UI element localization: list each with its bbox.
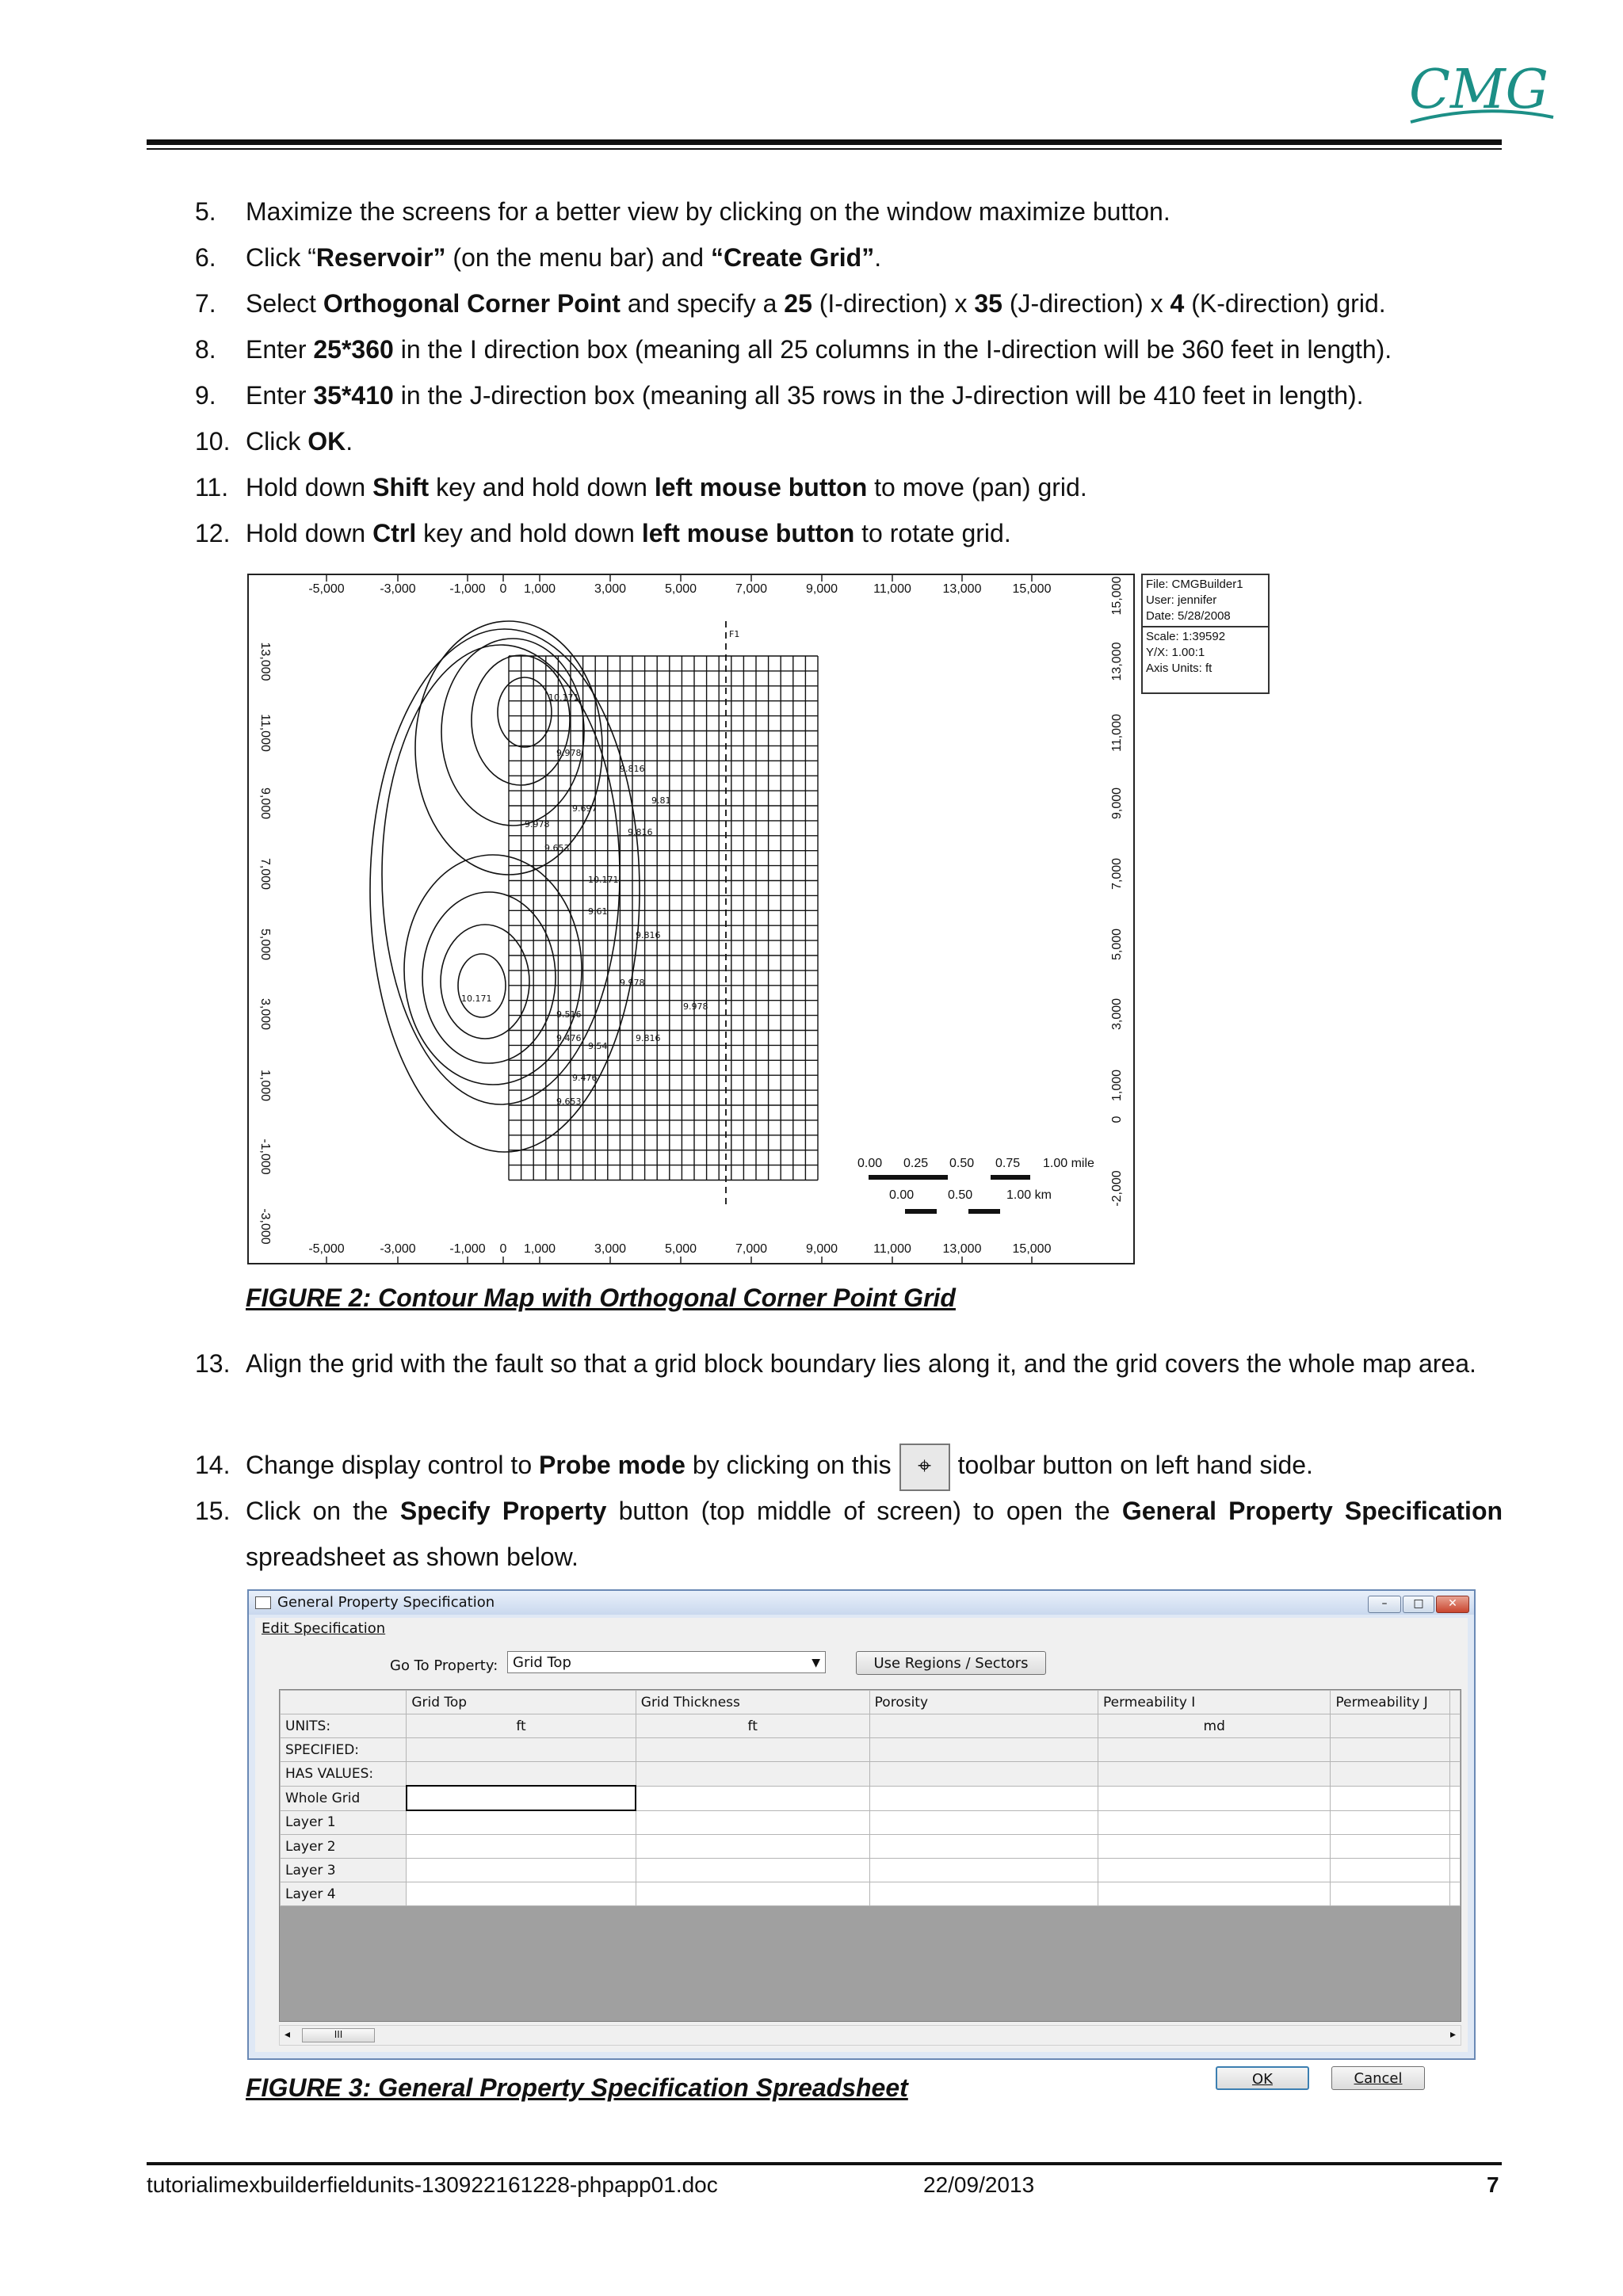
table-cell xyxy=(636,1762,869,1787)
row-header: Whole Grid xyxy=(281,1786,407,1810)
info-yx: Y/X: 1.00:1 xyxy=(1146,646,1205,659)
goto-property-select[interactable] xyxy=(507,1651,826,1673)
step-number: 12. xyxy=(195,519,231,547)
table-row xyxy=(281,1714,1461,1738)
step-text-part: and specify a xyxy=(620,289,785,318)
step-text xyxy=(246,1442,1503,1491)
step-text-part: (K-direction) grid. xyxy=(1184,289,1386,318)
contour-label: 9.476 xyxy=(572,1073,598,1083)
data-cell[interactable] xyxy=(636,1810,869,1835)
footer-page-number: 7 xyxy=(1487,2172,1499,2197)
footer-filename: tutorialimexbuilderfieldunits-130922161228-phpapp01.doc xyxy=(147,2172,718,2197)
info-axis-units: Axis Units: ft xyxy=(1146,662,1212,675)
data-cell[interactable] xyxy=(636,1786,869,1810)
contour-label: 9.978 xyxy=(525,819,550,830)
dialog-title-bar xyxy=(249,1591,1474,1615)
step-text xyxy=(246,326,1503,372)
ok-label: OK xyxy=(1252,2071,1273,2088)
table-cell xyxy=(1098,1762,1331,1787)
unit-cell: md xyxy=(1098,1714,1331,1738)
x-tick-label: 0 xyxy=(499,582,507,596)
data-cell[interactable] xyxy=(636,1835,869,1859)
table-cell xyxy=(869,1762,1098,1787)
step-text-part: Ctrl xyxy=(372,519,417,547)
step-text-part: (J-direction) x xyxy=(1002,289,1170,318)
contour-label: 10.171 xyxy=(461,994,492,1004)
y-tick-label-right: 9,000 xyxy=(1110,787,1124,820)
data-cell[interactable] xyxy=(636,1859,869,1882)
contour-label: 9.653 xyxy=(556,1097,582,1107)
minimize-button[interactable]: – xyxy=(1368,1596,1401,1613)
scroll-thumb[interactable]: III xyxy=(302,2028,375,2042)
data-cell[interactable] xyxy=(1331,1835,1450,1859)
ok-button[interactable] xyxy=(1216,2066,1309,2090)
y-tick-label-right: 5,000 xyxy=(1110,928,1124,961)
y-tick-label-right: 3,000 xyxy=(1110,997,1124,1031)
data-cell[interactable] xyxy=(869,1835,1098,1859)
goto-property-label: Go To Property: xyxy=(390,1657,498,1674)
column-header: Grid Top xyxy=(407,1691,636,1714)
contour-label: 9.697 xyxy=(572,803,598,814)
data-cell[interactable] xyxy=(407,1882,636,1906)
goto-property-value: Grid Top xyxy=(513,1654,571,1671)
step-text-part: 4 xyxy=(1170,289,1185,318)
unit-cell: ft xyxy=(407,1714,636,1738)
table-cell xyxy=(1450,1882,1461,1906)
step-text-part: Maximize the screens for a better view by clicking on the window maximize button. xyxy=(246,197,1170,226)
table-cell xyxy=(636,1738,869,1762)
data-cell[interactable] xyxy=(407,1835,636,1859)
table-row xyxy=(281,1762,1461,1787)
step-text-part: (I-direction) x xyxy=(812,289,975,318)
y-tick-label-left: -3,000 xyxy=(258,1208,272,1245)
header-rule xyxy=(147,139,1502,145)
column-header: Porosity xyxy=(869,1691,1098,1714)
scale-mile-label: 0.00 xyxy=(857,1157,883,1170)
y-tick-label-left: 3,000 xyxy=(258,997,272,1031)
info-user: User: jennifer xyxy=(1146,593,1217,607)
table-row xyxy=(281,1786,1461,1810)
x-tick-label: -3,000 xyxy=(380,582,416,596)
step-text-part: OK xyxy=(307,427,346,456)
table-row xyxy=(281,1691,1461,1714)
step-text-part: “Create Grid” xyxy=(710,243,875,272)
table-row xyxy=(281,1882,1461,1906)
units-label: UNITS: xyxy=(281,1714,407,1738)
column-header: Permeability J xyxy=(1331,1691,1450,1714)
figure-3-caption: FIGURE 3: General Property Specification Spreadsheet xyxy=(246,2073,908,2102)
menu-edit-specification[interactable]: Edit Specification xyxy=(262,1620,386,1637)
step-text-part: Hold down xyxy=(246,473,373,502)
step-text-part: General Property Specification xyxy=(1121,1497,1503,1525)
menu-bar xyxy=(255,1618,1468,1640)
x-tick-label: 11,000 xyxy=(873,582,911,596)
row-header: Layer 4 xyxy=(281,1882,407,1906)
cmg-logo-text: CMG xyxy=(1409,59,1549,121)
info-file: File: CMGBuilder1 xyxy=(1146,578,1243,591)
y-tick-label-right: 0 xyxy=(1110,1116,1124,1123)
contour-label: 9.61 xyxy=(588,906,608,917)
step-text-part: Reservoir” xyxy=(315,243,446,272)
x-tick-label: 7,000 xyxy=(735,582,768,596)
step-text-part: spreadsheet as shown below. xyxy=(246,1543,579,1571)
corner-cell xyxy=(281,1691,407,1714)
map-info-box xyxy=(1141,574,1270,694)
table-cell xyxy=(1331,1738,1450,1762)
contour-label: 9.476 xyxy=(556,1033,582,1043)
scale-km-label: 0.50 xyxy=(948,1188,973,1202)
y-tick-label-left: 9,000 xyxy=(258,787,272,820)
cancel-label: Cancel xyxy=(1354,2070,1403,2087)
dropdown-arrow-icon: ▼ xyxy=(812,1657,820,1669)
table-cell xyxy=(1098,1738,1331,1762)
row-header: Layer 3 xyxy=(281,1859,407,1882)
step-text-part: key and hold down xyxy=(429,473,655,502)
table-cell xyxy=(1450,1786,1461,1810)
step-text-part: Specify Property xyxy=(399,1497,607,1525)
step-text-part: 35*410 xyxy=(313,381,394,410)
data-cell[interactable] xyxy=(869,1882,1098,1906)
x-tick-label: 5,000 xyxy=(664,582,697,596)
scale-mile-label: 0.50 xyxy=(949,1157,975,1170)
table-cell xyxy=(1331,1762,1450,1787)
table-cell xyxy=(1450,1859,1461,1882)
step-text xyxy=(246,418,1503,464)
y-tick-label-right: 11,000 xyxy=(1110,714,1124,752)
x-tick-label: 3,000 xyxy=(594,582,627,596)
footer-rule xyxy=(147,2162,1502,2165)
step-text-part: by clicking on this xyxy=(685,1451,892,1479)
y-tick-label-left: 5,000 xyxy=(258,928,272,961)
x-tick-label: -5,000 xyxy=(308,1242,345,1256)
y-tick-label-right: 13,000 xyxy=(1110,642,1124,681)
data-cell[interactable] xyxy=(1098,1859,1331,1882)
step-number: 7. xyxy=(195,289,216,318)
step-number: 15. xyxy=(195,1497,231,1525)
step-text-part: Enter xyxy=(246,381,314,410)
row-header: Layer 2 xyxy=(281,1835,407,1859)
specified-label: SPECIFIED: xyxy=(281,1738,407,1762)
column-header: Permeability I xyxy=(1098,1691,1331,1714)
figure-2-caption: FIGURE 2: Contour Map with Orthogonal Corner Point Grid xyxy=(246,1283,956,1312)
data-cell[interactable] xyxy=(407,1786,636,1810)
data-cell[interactable] xyxy=(407,1810,636,1835)
contour-label: 9.978 xyxy=(683,1001,708,1012)
step-text xyxy=(246,372,1503,418)
scale-mile-label: 0.25 xyxy=(903,1157,929,1170)
step-text-part: to rotate grid. xyxy=(854,519,1011,547)
step-text xyxy=(246,510,1503,556)
table-cell xyxy=(407,1738,636,1762)
data-cell[interactable] xyxy=(1098,1786,1331,1810)
step-text-part: 25 xyxy=(784,289,812,318)
scale-km-label: 0.00 xyxy=(889,1188,915,1202)
probe-mode-icon[interactable]: ⌖ xyxy=(899,1444,950,1491)
step-text-part: Enter xyxy=(246,335,314,364)
y-tick-label-right: 7,000 xyxy=(1110,857,1124,891)
step-text-part: Change display control to xyxy=(246,1451,539,1479)
step-text-part: Shift xyxy=(372,473,430,502)
x-tick-label: 9,000 xyxy=(805,582,838,596)
scroll-right-icon[interactable]: ▸ xyxy=(1449,2028,1456,2041)
y-tick-label-left: -1,000 xyxy=(258,1138,272,1175)
x-tick-label: 3,000 xyxy=(594,1242,627,1256)
x-tick-label: -5,000 xyxy=(308,582,345,596)
y-tick-label-left: 13,000 xyxy=(258,642,272,681)
cmg-logo xyxy=(1403,55,1561,135)
close-button[interactable]: ✕ xyxy=(1436,1596,1469,1613)
scale-mile-label: 1.00 mile xyxy=(1043,1157,1094,1170)
step-text-part: (on the menu bar) and xyxy=(445,243,711,272)
info-scale: Scale: 1:39592 xyxy=(1146,630,1226,643)
step-text-part: . xyxy=(874,243,882,272)
table-row xyxy=(281,1859,1461,1882)
x-tick-label: -1,000 xyxy=(449,1242,486,1256)
step-text-part: left mouse button xyxy=(654,473,868,502)
step-text-part: to move (pan) grid. xyxy=(867,473,1087,502)
contour-label: 9.816 xyxy=(628,827,653,837)
x-tick-label: 13,000 xyxy=(942,582,982,596)
contour-label: 9.978 xyxy=(556,748,582,758)
x-tick-label: 1,000 xyxy=(523,1242,556,1256)
horizontal-scrollbar[interactable] xyxy=(279,2025,1461,2046)
x-tick-label: -1,000 xyxy=(449,582,486,596)
x-tick-label: 7,000 xyxy=(735,1242,768,1256)
table-row xyxy=(281,1810,1461,1835)
step-text xyxy=(246,464,1503,510)
step-text xyxy=(246,189,1503,235)
contour-label: 9.653 xyxy=(544,843,570,853)
x-tick-label: 0 xyxy=(499,1242,507,1256)
header-rule-thin xyxy=(147,148,1502,150)
y-tick-label-left: 1,000 xyxy=(258,1069,272,1102)
info-date: Date: 5/28/2008 xyxy=(1146,609,1231,623)
step-text-part: Select xyxy=(246,289,323,318)
step-number: 14. xyxy=(195,1451,231,1479)
contour-label: 10.171 xyxy=(588,875,619,885)
unit-cell xyxy=(869,1714,1098,1738)
x-tick-label: 1,000 xyxy=(523,582,556,596)
data-cell[interactable] xyxy=(636,1882,869,1906)
step-text-part: Align the grid with the fault so that a grid block boundary lies along it, and the grid covers the whole map area. xyxy=(246,1349,1476,1378)
data-cell[interactable] xyxy=(1331,1882,1450,1906)
step-number: 13. xyxy=(195,1349,231,1378)
fault-label: F1 xyxy=(729,629,740,639)
unit-cell xyxy=(1331,1714,1450,1738)
contour-label: 10.171 xyxy=(548,692,579,703)
data-cell[interactable] xyxy=(869,1859,1098,1882)
maximize-button[interactable]: □ xyxy=(1403,1596,1434,1613)
data-cell[interactable] xyxy=(869,1786,1098,1810)
dialog-title: General Property Specification xyxy=(277,1594,495,1611)
step-text-part: Hold down xyxy=(246,519,373,547)
step-text-part: Click on the xyxy=(246,1497,400,1525)
has-values-label: HAS VALUES: xyxy=(281,1762,407,1787)
step-number: 5. xyxy=(195,197,216,226)
x-tick-label: 11,000 xyxy=(873,1242,911,1256)
table-cell xyxy=(407,1762,636,1787)
table-cell xyxy=(1450,1762,1461,1787)
table-cell xyxy=(1450,1714,1461,1738)
x-tick-label: 13,000 xyxy=(942,1242,982,1256)
row-header: Layer 1 xyxy=(281,1810,407,1835)
contour-label: 9.516 xyxy=(556,1009,582,1020)
data-cell[interactable] xyxy=(1331,1859,1450,1882)
step-text xyxy=(246,235,1503,280)
table-cell xyxy=(1450,1810,1461,1835)
step-text-part: Click “ xyxy=(246,243,316,272)
contour-label: 9.816 xyxy=(620,764,645,774)
scale-mile-label: 0.75 xyxy=(995,1157,1021,1170)
data-cell[interactable] xyxy=(407,1859,636,1882)
step-text-part: in the I direction box (meaning all 25 columns in the I-direction will be 360 feet in length). xyxy=(393,335,1392,364)
data-cell[interactable] xyxy=(1098,1810,1331,1835)
y-tick-label-right: 15,000 xyxy=(1110,576,1124,616)
x-tick-label: -3,000 xyxy=(380,1242,416,1256)
table-cell xyxy=(1450,1738,1461,1762)
y-tick-label-right: -2,000 xyxy=(1110,1170,1124,1207)
x-tick-label: 5,000 xyxy=(664,1242,697,1256)
y-tick-label-left: 7,000 xyxy=(258,857,272,891)
step-text-part: button (top middle of screen) to open the xyxy=(606,1497,1122,1525)
data-cell[interactable] xyxy=(1331,1786,1450,1810)
step-number: 6. xyxy=(195,243,216,272)
step-text-part: Orthogonal Corner Point xyxy=(323,289,621,318)
contour-label: 9.816 xyxy=(636,930,661,940)
step-text-part: 35 xyxy=(974,289,1002,318)
data-cell[interactable] xyxy=(1098,1882,1331,1906)
step-text xyxy=(246,1341,1503,1386)
step-text-part: toolbar button on left hand side. xyxy=(957,1451,1313,1479)
x-tick-label: 9,000 xyxy=(805,1242,838,1256)
contour-label: 9.978 xyxy=(620,978,645,988)
step-text-part: 25*360 xyxy=(313,335,394,364)
cancel-button[interactable] xyxy=(1331,2066,1425,2090)
scale-km-label: 1.00 km xyxy=(1006,1188,1052,1202)
step-number: 11. xyxy=(195,473,229,502)
step-text-part: Click xyxy=(246,427,308,456)
step-text xyxy=(246,280,1503,326)
step-text-part: left mouse button xyxy=(641,519,855,547)
table-row xyxy=(281,1835,1461,1859)
table-cell xyxy=(869,1738,1098,1762)
property-table xyxy=(280,1690,1461,1906)
data-cell[interactable] xyxy=(1098,1835,1331,1859)
app-icon xyxy=(255,1596,271,1609)
step-text-part: . xyxy=(346,427,353,456)
step-text-part: key and hold down xyxy=(416,519,642,547)
step-number: 10. xyxy=(195,427,231,456)
y-tick-label-left: 11,000 xyxy=(258,714,272,752)
y-tick-label-right: 1,000 xyxy=(1110,1069,1124,1102)
table-cell xyxy=(1450,1835,1461,1859)
contour-label: 9.816 xyxy=(636,1033,661,1043)
contour-label: 9.81 xyxy=(651,795,671,806)
data-cell[interactable] xyxy=(869,1810,1098,1835)
data-cell[interactable] xyxy=(1331,1810,1450,1835)
step-number: 9. xyxy=(195,381,216,410)
unit-cell: ft xyxy=(636,1714,869,1738)
table-cell xyxy=(1450,1691,1461,1714)
x-tick-label: 15,000 xyxy=(1012,1242,1052,1256)
scroll-left-icon[interactable]: ◂ xyxy=(285,2028,291,2041)
step-text-part: in the J-direction box (meaning all 35 rows in the J-direction will be 410 feet in length). xyxy=(393,381,1364,410)
step-text-part: Probe mode xyxy=(539,1451,685,1479)
contour-label: 9.54 xyxy=(588,1041,608,1051)
use-regions-button[interactable]: Use Regions / Sectors xyxy=(856,1651,1046,1675)
column-header: Grid Thickness xyxy=(636,1691,869,1714)
step-number: 8. xyxy=(195,335,216,364)
footer-date: 22/09/2013 xyxy=(923,2172,1035,2197)
table-row xyxy=(281,1738,1461,1762)
x-tick-label: 15,000 xyxy=(1012,582,1052,596)
property-spreadsheet xyxy=(279,1689,1461,2022)
step-text xyxy=(246,1488,1503,1580)
